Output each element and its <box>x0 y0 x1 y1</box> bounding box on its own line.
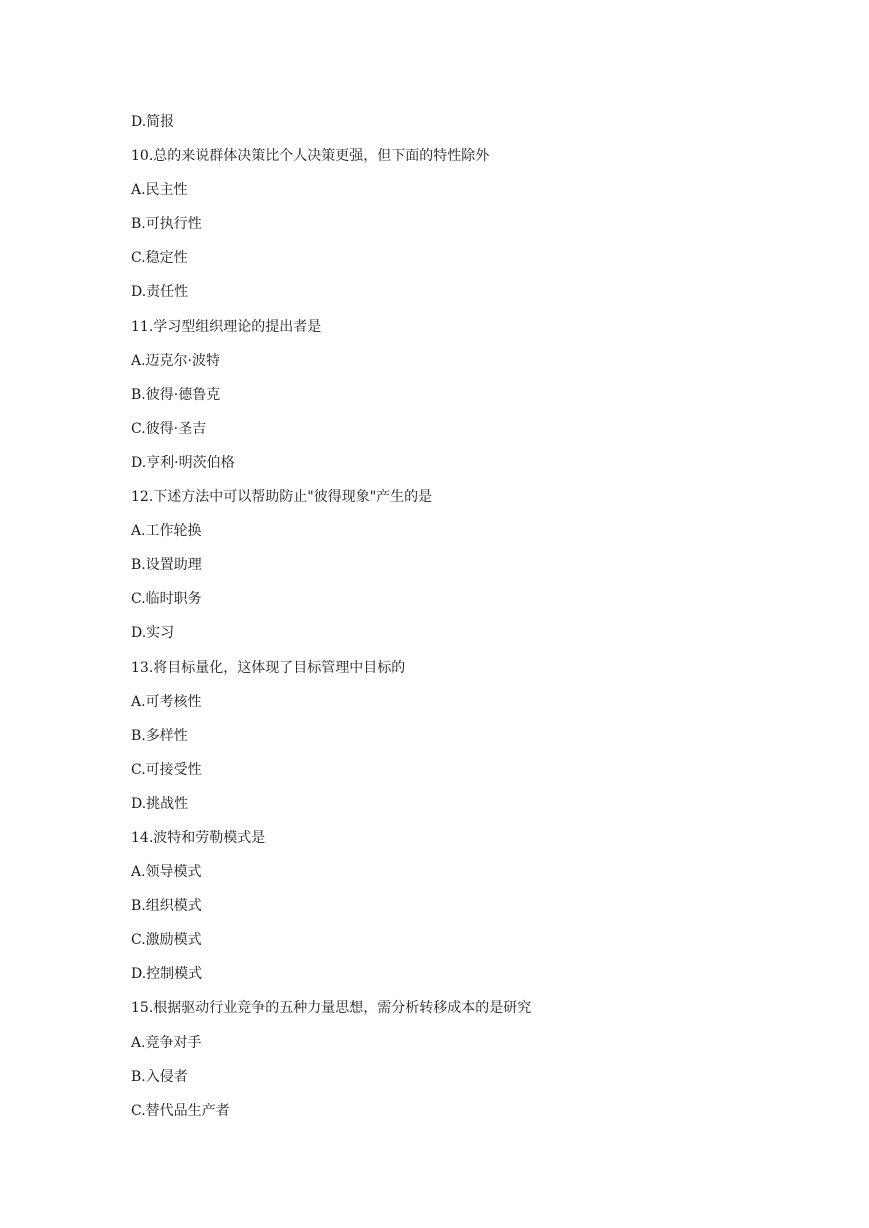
option-line: B.多样性 <box>131 727 188 744</box>
option-line: C.激励模式 <box>131 932 202 949</box>
option-line: C.稳定性 <box>131 250 188 267</box>
question-line: 15.根据驱动行业竞争的五种力量思想，需分析转移成本的是研究 <box>131 1000 532 1017</box>
question-line: 10.总的来说群体决策比个人决策更强，但下面的特性除外 <box>131 148 490 165</box>
option-line: B.设置助理 <box>131 557 202 574</box>
option-line: B.可执行性 <box>131 216 202 233</box>
option-line: A.竞争对手 <box>131 1034 202 1051</box>
option-line: A.迈克尔·波特 <box>131 352 221 369</box>
option-line: D.责任性 <box>131 284 189 301</box>
option-line: A.民主性 <box>131 182 188 199</box>
question-line: 14.波特和劳勒模式是 <box>131 829 266 846</box>
option-line: A.工作轮换 <box>131 523 202 540</box>
option-line: C.可接受性 <box>131 761 202 778</box>
option-line: A.可考核性 <box>131 693 202 710</box>
option-line: D.亨利·明茨伯格 <box>131 454 235 471</box>
option-line: B.组织模式 <box>131 898 202 915</box>
question-line: 12.下述方法中可以帮助防止"彼得现象"产生的是 <box>131 489 433 506</box>
question-line: 11.学习型组织理论的提出者是 <box>131 318 322 335</box>
option-line: D.实习 <box>131 625 175 642</box>
question-line: 13.将目标量化，这体现了目标管理中目标的 <box>131 659 406 676</box>
option-line: D.简报 <box>131 114 175 130</box>
document-page <box>131 108 831 1131</box>
option-line: B.入侵者 <box>131 1068 188 1085</box>
option-line: B.彼得·德鲁克 <box>131 386 221 403</box>
option-line: C.彼得·圣吉 <box>131 420 207 437</box>
option-line: C.临时职务 <box>131 591 202 608</box>
option-line: C.替代品生产者 <box>131 1102 230 1119</box>
option-line: A.领导模式 <box>131 864 202 881</box>
option-line: D.挑战性 <box>131 795 189 812</box>
option-line: D.控制模式 <box>131 966 203 983</box>
